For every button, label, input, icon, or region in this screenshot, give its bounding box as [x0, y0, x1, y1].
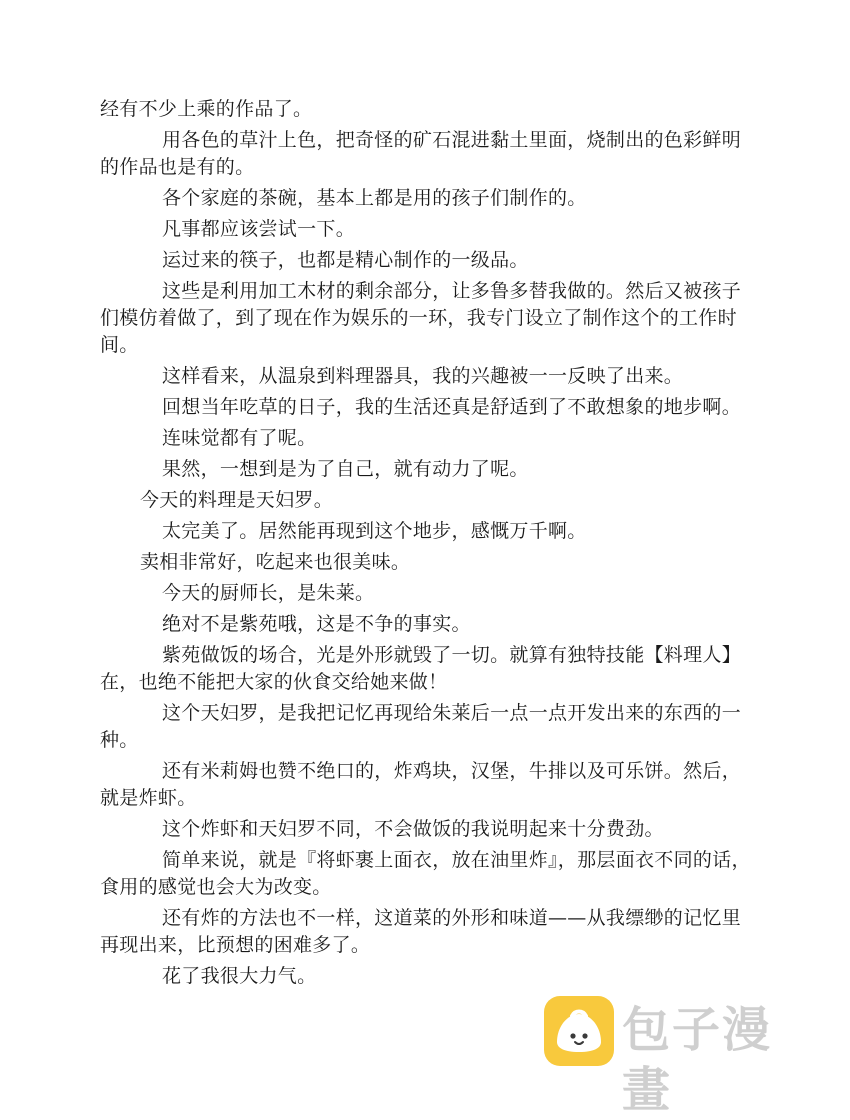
paragraph: 经有不少上乘的作品了。 — [100, 98, 313, 120]
bun-mascot-icon — [544, 996, 614, 1066]
paragraph: 运过来的筷子，也都是精心制作的一级品。 — [162, 249, 529, 271]
paragraph: 这个天妇罗，是我把记忆再现给朱莱后一点一点开发出来的东西的一种。 — [100, 702, 742, 751]
paragraph: 果然，一想到是为了自己，就有动力了呢。 — [162, 458, 529, 480]
watermark-logo — [544, 994, 819, 1118]
paragraph: 这些是利用加工木材的剩余部分，让多鲁多替我做的。然后又被孩子们模仿着做了，到了现在作为娱乐的一环，我专门设立了制作这个的工作时间。 — [100, 280, 742, 356]
paragraph: 连味觉都有了呢。 — [162, 427, 317, 449]
paragraph: 回想当年吃草的日子，我的生活还真是舒适到了不敢想象的地步啊。 — [162, 396, 742, 418]
paragraph: 凡事都应该尝试一下。 — [162, 218, 356, 240]
paragraph: 紫苑做饭的场合，光是外形就毁了一切。就算有独特技能【料理人】在，也绝不能把大家的伙食交给她来做！ — [100, 644, 742, 693]
paragraph: 用各色的草汁上色，把奇怪的矿石混进黏土里面，烧制出的色彩鲜明的作品也是有的。 — [100, 129, 742, 178]
paragraph: 还有炸的方法也不一样，这道菜的外形和味道——从我缥缈的记忆里再现出来，比预想的困难多了。 — [100, 907, 742, 956]
paragraph: 今天的厨师长，是朱莱。 — [162, 582, 375, 604]
paragraph: 各个家庭的茶碗，基本上都是用的孩子们制作的。 — [162, 187, 587, 209]
paragraph: 今天的料理是天妇罗。 — [140, 489, 334, 511]
paragraph: 这样看来，从温泉到料理器具，我的兴趣被一一反映了出来。 — [162, 365, 684, 387]
paragraph: 卖相非常好，吃起来也很美味。 — [140, 551, 411, 573]
paragraph: 这个炸虾和天妇罗不同，不会做饭的我说明起来十分费劲。 — [162, 818, 664, 840]
paragraph: 花了我很大力气。 — [162, 965, 317, 987]
body-text — [100, 96, 760, 994]
watermark-text: 包子漫畫 — [622, 1002, 773, 1118]
paragraph: 绝对不是紫苑哦，这是不争的事实。 — [162, 613, 471, 635]
paragraph: 太完美了。居然能再现到这个地步，感慨万千啊。 — [162, 520, 587, 542]
paragraph: 还有米莉姆也赞不绝口的，炸鸡块，汉堡，牛排以及可乐饼。然后，就是炸虾。 — [100, 760, 742, 809]
paragraph: 简单来说，就是『将虾裹上面衣，放在油里炸』，那层面衣不同的话，食用的感觉也会大为改变。 — [100, 849, 751, 898]
